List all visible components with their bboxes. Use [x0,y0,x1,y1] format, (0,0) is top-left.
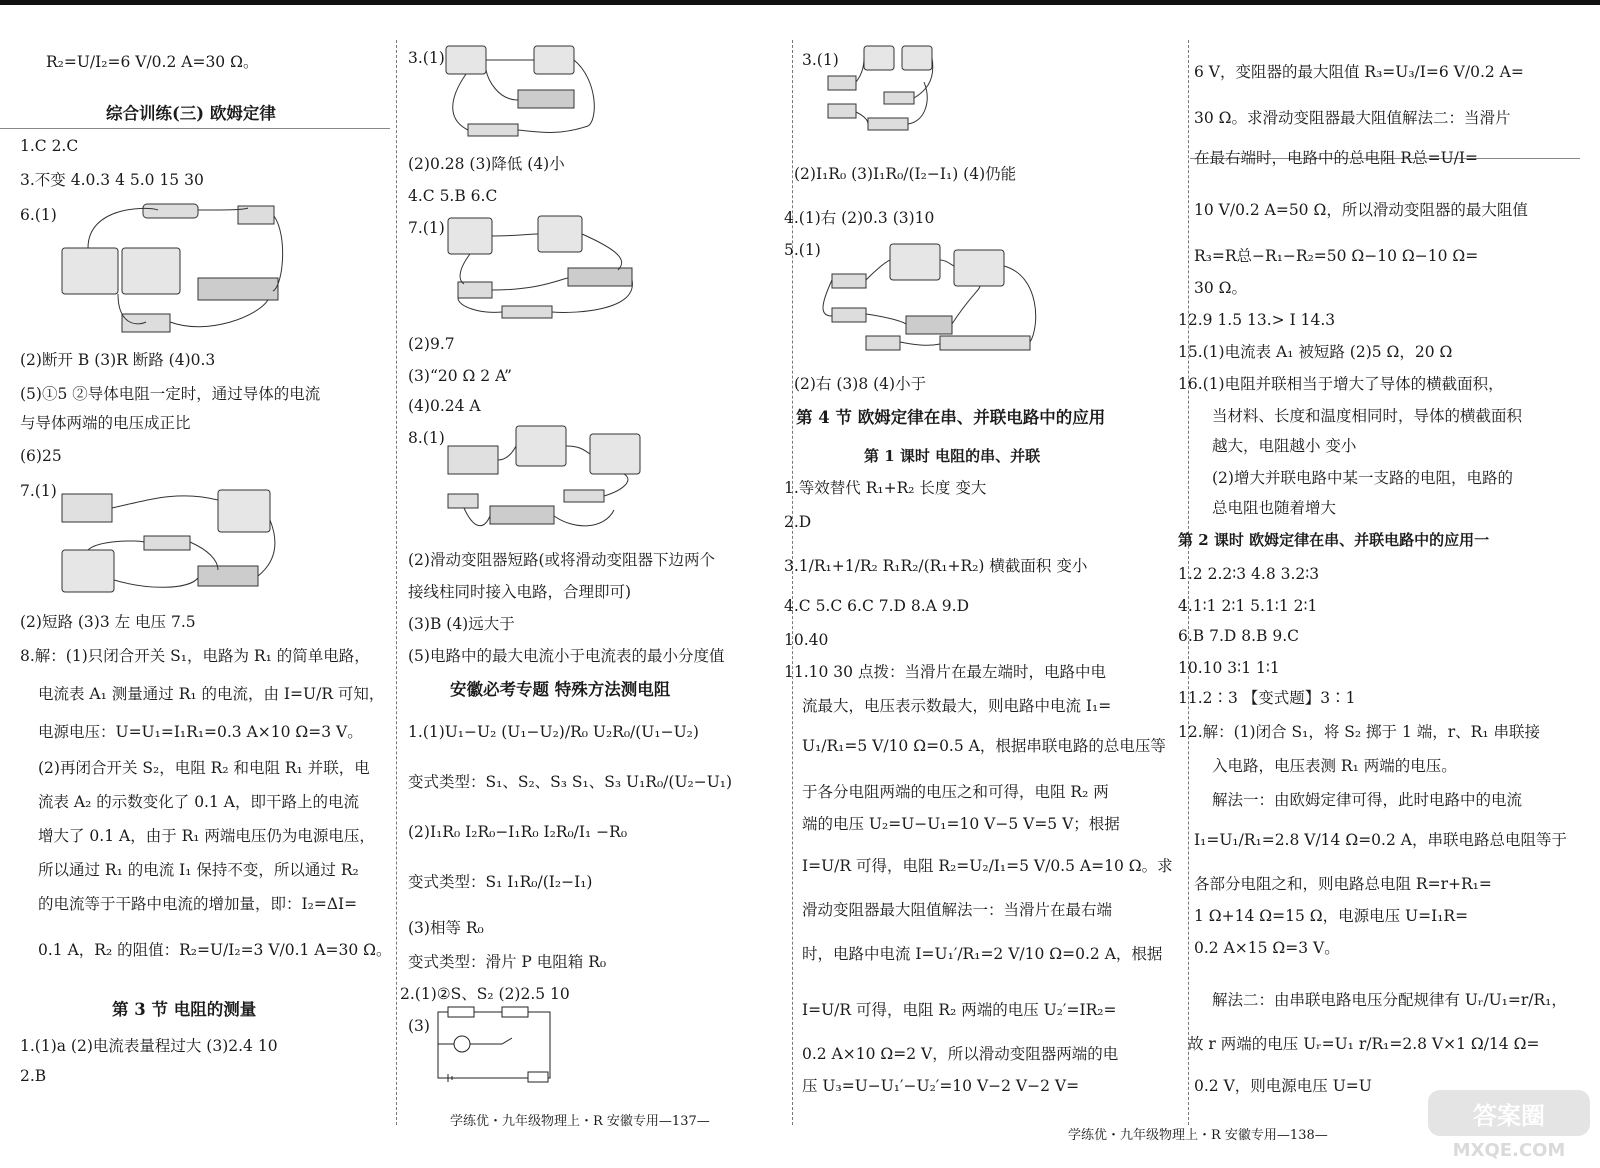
text-line: 30 Ω。 [1194,279,1248,297]
circuit-diagram [438,40,598,144]
text-line: 3.(1) [802,51,839,69]
text-line: 当材料、长度和温度相同时，导体的横截面积 [1212,407,1523,425]
circuit-schematic [432,1006,558,1086]
text-line: 流表 A₂ 的示数变化了 0.1 A，即干路上的电流 [38,793,359,811]
text-line: 10.40 [784,631,829,649]
column-divider [396,40,397,1125]
text-line: (2)9.7 [408,335,455,353]
text-line: 2.B [20,1067,47,1085]
text-line: 6.(1) [20,206,57,224]
text-line: 11.10 30 点拨：当滑片在最左端时，电路中电 [784,663,1106,681]
text-line: (4)0.24 A [408,397,481,415]
text-line: 4.C 5.C 6.C 7.D 8.A 9.D [784,597,969,615]
text-line: 3.1/R₁+1/R₂ R₁R₂/(R₁+R₂) 横截面积 变小 [784,557,1088,575]
text-line: 故 r 两端的电压 Uᵣ=U₁ r/R₁=2.8 V×1 Ω/14 Ω= [1188,1035,1540,1053]
text-line: R₃=R总−R₁−R₂=50 Ω−10 Ω−10 Ω= [1194,247,1479,265]
text-line: 10 V/0.2 A=50 Ω，所以滑动变阻器的最大阻值 [1194,201,1528,219]
text-line: (3)相等 R₀ [408,919,484,937]
text-line: 的电流等于干路中电流的增加量，即：I₂=ΔI= [38,895,358,913]
section-heading: 安徽必考专题 特殊方法测电阻 [450,680,671,699]
text-line: 与导体两端的电压成正比 [20,414,191,432]
subsection-heading: 第 1 课时 电阻的串、并联 [864,447,1041,465]
text-line: 7.(1) [408,219,445,237]
circuit-diagram [444,420,644,544]
text-line: 8.(1) [408,429,445,447]
text-line: 1 Ω+14 Ω=15 Ω，电源电压 U=I₁R= [1194,907,1469,925]
text-line: 端的电压 U₂=U−U₁=10 V−5 V=5 V；根据 [802,815,1120,833]
column-divider [792,40,793,1125]
text-line: (3)B (4)远大于 [408,615,515,633]
text-line: (2)断开 B (3)R 断路 (4)0.3 [20,351,216,369]
text-line: 1.C 2.C [20,137,79,155]
text-line: (6)25 [20,447,62,465]
text-line: 变式类型：S₁、S₂、S₃ S₁、S₃ U₁R₀/(U₂−U₁) [408,773,733,791]
text-line: 解法二：由串联电路电压分配规律有 Uᵣ/U₁=r/R₁， [1212,991,1567,1009]
text-line: 于各分电阻两端的电压之和可得，电阻 R₂ 两 [802,783,1109,801]
text-line: 滑动变阻器最大阻值解法一：当滑片在最右端 [802,901,1113,919]
text-line: 12.9 1.5 13.> I 14.3 [1178,311,1336,329]
text-line: 30 Ω。求滑动变阻器最大阻值解法二：当滑片 [1194,109,1511,127]
text-line: 压 U₃=U−U₁′−U₂′=10 V−2 V−2 V= [802,1077,1080,1095]
circuit-diagram [58,196,298,346]
text-line: (5)①5 ②导体电阻一定时，通过导体的电流 [20,385,321,403]
text-line: (3)“20 Ω 2 A” [408,367,512,385]
text-line: 15.(1)电流表 A₁ 被短路 (2)5 Ω，20 Ω [1178,343,1453,361]
text-line: 4.1∶1 2∶1 5.1∶1 2∶1 [1178,597,1318,615]
text-line: 解法一：由欧姆定律可得，此时电路中的电流 [1212,791,1523,809]
text-line: R₂=U/I₂=6 V/0.2 A=30 Ω。 [46,53,259,71]
text-line: I=U/R 可得，电阻 R₂=U₂/I₁=5 V/0.5 A=10 Ω。求 [802,857,1173,875]
text-line: 接线柱同时接入电路，合理即可) [408,583,632,601]
text-line: 增大了 0.1 A，由于 R₁ 两端电压仍为电源电压， [38,827,375,845]
text-line: 7.(1) [20,482,57,500]
text-line: (2)再闭合开关 S₂，电阻 R₂ 和电阻 R₁ 并联，电 [38,759,370,777]
text-line: 1.(1)U₁−U₂ (U₁−U₂)/R₀ U₂R₀/(U₁−U₂) [408,723,699,741]
circuit-diagram [438,210,648,326]
rule-line [0,128,390,129]
svg-text:答案圈: 答案圈 [1473,1102,1545,1130]
text-line: (2)滑动变阻器短路(或将滑动变阻器下边两个 [408,551,716,569]
text-line: (2)I₁R₀ (3)I₁R₀/(I₂−I₁) (4)仍能 [794,165,1017,183]
text-line: 3.不变 4.0.3 4 5.0 15 30 [20,171,204,189]
section-heading: 第 4 节 欧姆定律在串、并联电路中的应用 [796,408,1106,427]
text-line: (5)电路中的最大电流小于电流表的最小分度值 [408,647,725,665]
text-line: 电源电压：U=U₁=I₁R₁=0.3 A×10 Ω=3 V。 [38,723,363,741]
section-heading: 综合训练(三) 欧姆定律 [106,104,276,123]
text-line: 所以通过 R₁ 的电流 I₁ 保持不变，所以通过 R₂ [38,861,359,879]
text-line: 时，电路中电流 I=U₁′/R₁=2 V/10 Ω=0.2 A，根据 [802,945,1163,963]
subsection-heading: 第 2 课时 欧姆定律在串、并联电路中的应用一 [1178,531,1490,549]
text-line: (2)增大并联电路中某一支路的电阻，电路的 [1212,469,1513,487]
text-line: (2)短路 (3)3 左 电压 7.5 [20,613,196,631]
text-line: 3.(1) [408,49,445,67]
top-border [0,0,1600,5]
circuit-diagram [824,42,936,134]
text-line: I=U/R 可得，电阻 R₂ 两端的电压 U₂′=IR₂= [802,1001,1117,1019]
svg-text:MXQE.COM: MXQE.COM [1452,1140,1566,1161]
text-line: 流最大，电压表示数最大，则电路中电流 I₁= [802,697,1112,715]
text-line: 2.(1)②S、S₂ (2)2.5 10 [400,985,570,1003]
text-line: 10.10 3∶1 1∶1 [1178,659,1280,677]
page-footer-left: 学练优・九年级物理上・R 安徽专用—137— [450,1114,710,1129]
circuit-diagram [820,236,1050,360]
circuit-diagram [58,480,288,602]
text-line: 5.(1) [784,241,821,259]
text-line: 电流表 A₁ 测量通过 R₁ 的电流，由 I=U/R 可知， [38,685,385,703]
text-line: 2.D [784,513,812,531]
text-line: 变式类型：S₁ I₁R₀/(I₂−I₁) [408,873,593,891]
text-line: (3) [408,1017,430,1035]
text-line: 4.(1)右 (2)0.3 (3)10 [784,209,935,227]
text-line: (2)I₁R₀ I₂R₀−I₁R₀ I₂R₀/I₁ −R₀ [408,823,628,841]
text-line: 在最右端时，电路中的总电阻 R总=U/I= [1194,149,1478,167]
text-line: U₁/R₁=5 V/10 Ω=0.5 A，根据串联电路的总电压等 [802,737,1166,755]
text-line: 0.2 A×15 Ω=3 V。 [1194,939,1340,957]
text-line: 4.C 5.B 6.C [408,187,498,205]
text-line: 0.1 A，R₂ 的阻值：R₂=U/I₂=3 V/0.1 A=30 Ω。 [38,941,392,959]
text-line: 1.等效替代 R₁+R₂ 长度 变大 [784,479,987,497]
text-line: 1.2 2.2∶3 4.8 3.2∶3 [1178,565,1320,583]
text-line: 越大，电阻越小 变小 [1212,437,1357,455]
text-line: 6 V，变阻器的最大阻值 R₃=U₃/I=6 V/0.2 A= [1194,63,1524,81]
text-line: 16.(1)电阻并联相当于增大了导体的横截面积， [1178,375,1504,393]
text-line: 0.2 V，则电源电压 U=U [1194,1077,1372,1095]
text-line: 11.2∶3 【变式题】3∶1 [1178,689,1356,707]
text-line: 12.解：(1)闭合 S₁，将 S₂ 掷于 1 端，r、R₁ 串联接 [1178,723,1540,741]
text-line: 各部分电阻之和，则电路总电阻 R=r+R₁= [1194,875,1492,893]
text-line: 0.2 A×10 Ω=2 V，所以滑动变阻器两端的电 [802,1045,1119,1063]
page-footer-right: 学练优・九年级物理上・R 安徽专用—138— [1068,1128,1328,1143]
text-line: 1.(1)a (2)电流表量程过大 (3)2.4 10 [20,1037,278,1055]
text-line: (2)右 (3)8 (4)小于 [794,375,927,393]
text-line: 总电阻也随着增大 [1212,499,1337,517]
text-line: I₁=U₁/R₁=2.8 V/14 Ω=0.2 A，串联电路总电阻等于 [1194,831,1567,849]
text-line: 8.解：(1)只闭合开关 S₁，电路为 R₁ 的简单电路， [20,647,370,665]
text-line: 入电路，电压表测 R₁ 两端的电压。 [1212,757,1457,775]
watermark-logo [1424,1084,1594,1164]
text-line: (2)0.28 (3)降低 (4)小 [408,155,565,173]
text-line: 6.B 7.D 8.B 9.C [1178,627,1300,645]
section-heading: 第 3 节 电阻的测量 [112,1000,257,1019]
text-line: 变式类型：滑片 P 电阻箱 R₀ [408,953,607,971]
